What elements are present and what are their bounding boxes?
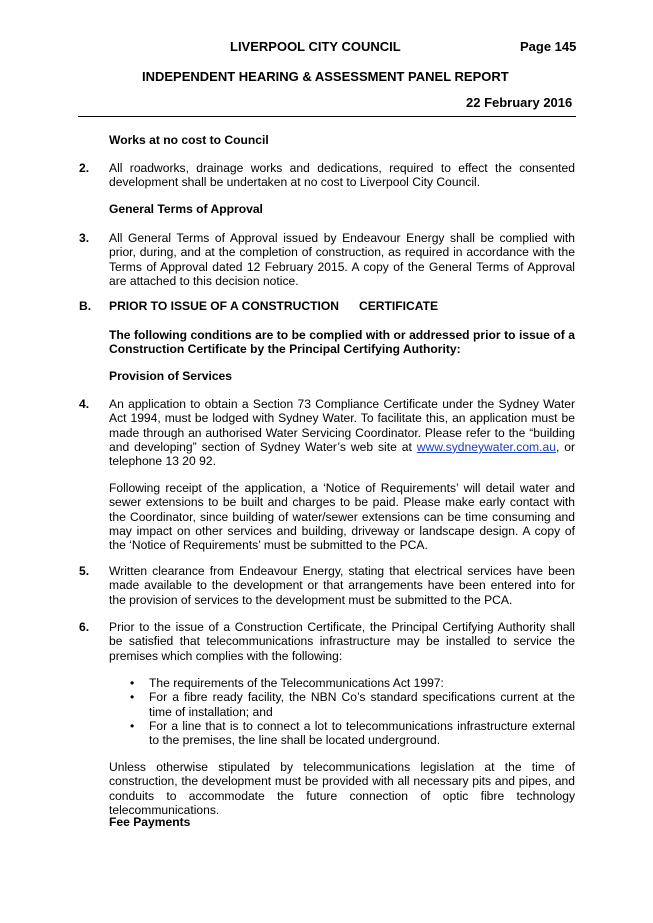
header-divider — [78, 116, 576, 117]
section-b-title-part1: PRIOR TO ISSUE OF A CONSTRUCTION — [109, 299, 340, 313]
item-4-number: 4. — [79, 397, 90, 411]
bullet-icon: • — [130, 676, 135, 690]
list-item — [130, 676, 575, 690]
sydney-water-link[interactable]: www.sydneywater.com.au — [416, 439, 556, 454]
item-2-text — [109, 161, 575, 190]
list-item-text: For a fibre ready facility, the NBN Co’s standard specifications current at the time of installation; and — [149, 690, 575, 719]
item-3-text — [109, 231, 575, 288]
item-4-paragraph-1 — [109, 397, 575, 468]
item-2-number: 2. — [79, 161, 90, 175]
provision-heading: Provision of Services — [109, 369, 233, 383]
list-item — [130, 690, 575, 719]
item-6-text — [109, 620, 575, 663]
list-item-text: For a line that is to connect a lot to telecommunications infrastructure external to the premises, the line shall be located underground. — [149, 718, 575, 748]
bullet-icon: • — [130, 718, 135, 733]
council-name: LIVERPOOL CITY COUNCIL — [230, 39, 401, 54]
item-6-paragraph: Prior to the issue of a Construction Certificate, the Principal Certifying Authority shall be satisfied that telecommunications infrastructure may be installed to service the premises which complies with the following: — [109, 620, 575, 663]
telecom-requirements-list — [130, 676, 575, 747]
report-title: INDEPENDENT HEARING & ASSESSMENT PANEL REPORT — [142, 69, 509, 84]
page-number: Page 145 — [520, 39, 577, 54]
section-b-title-part2: CERTIFICATE — [359, 299, 439, 313]
list-item-text: The requirements of the Telecommunications Act 1997: — [149, 676, 444, 690]
list-item — [130, 719, 575, 748]
section-b-letter: B. — [79, 299, 92, 313]
general-terms-heading: General Terms of Approval — [109, 202, 263, 216]
section-b-intro — [109, 328, 575, 357]
item-4-text — [109, 397, 575, 468]
item-5-text — [109, 564, 575, 607]
works-heading: Works at no cost to Council — [109, 133, 269, 147]
item-5-number: 5. — [79, 564, 90, 578]
report-date: 22 February 2016 — [466, 95, 573, 110]
item-2-paragraph: All roadworks, drainage works and dedications, required to effect the consented development shall be undertaken at no cost to Liverpool City Council. — [109, 161, 575, 190]
bullet-icon: • — [130, 690, 135, 705]
section-b-intro-text: The following conditions are to be complied with or addressed prior to issue of a Construction Certificate by the Principal Certifying Authority: — [109, 328, 575, 357]
item-4-paragraph-2: Following receipt of the application, a ‘Notice of Requirements’ will detail water and sewer extensions to be built and charges to be paid. Please make early contact with the Coordinator, since building of water/sewer extensions can be time consuming and may impact on other services and building, driveway or landscape design. A copy of the ‘Notice of Requirements’ must be submitted to the PCA. — [109, 481, 575, 553]
item-4-text-after-link: , or telephone 13 20 92. — [109, 439, 575, 469]
item-4-text-2 — [109, 481, 575, 552]
item-3-number: 3. — [79, 231, 90, 245]
item-3-paragraph: All General Terms of Approval issued by Endeavour Energy shall be complied with prior, during, and at the completion of construction, as required in accordance with the Terms of Approval dated 12 February 2015. A copy of the General Terms of Approval are attached to this decision notice. — [109, 231, 575, 288]
item-6-number: 6. — [79, 620, 90, 634]
item-4-text-before-link: An application to obtain a Section 73 Compliance Certificate under the Sydney Water Act 1994, must be lodged with Sydney Water. To facilitate this, an application must be made through an authorised Water Servicing Coordinator. Please refer to the “building and developing” section of Sydney Water’s web site at — [109, 397, 575, 454]
item-6-paragraph-2: Unless otherwise stipulated by telecommunications legislation at the time of construction, the development must be provided with all necessary pits and pipes, and conduits to accommodate the future connection of optic fibre technology telecommunications. — [109, 760, 575, 817]
fee-payments-heading: Fee Payments — [109, 815, 191, 829]
item-6-text-2 — [109, 760, 575, 817]
item-5-paragraph: Written clearance from Endeavour Energy, stating that electrical services have been made available to the development or that arrangements have been entered into for the provision of services to the development must be submitted to the PCA. — [109, 564, 575, 607]
